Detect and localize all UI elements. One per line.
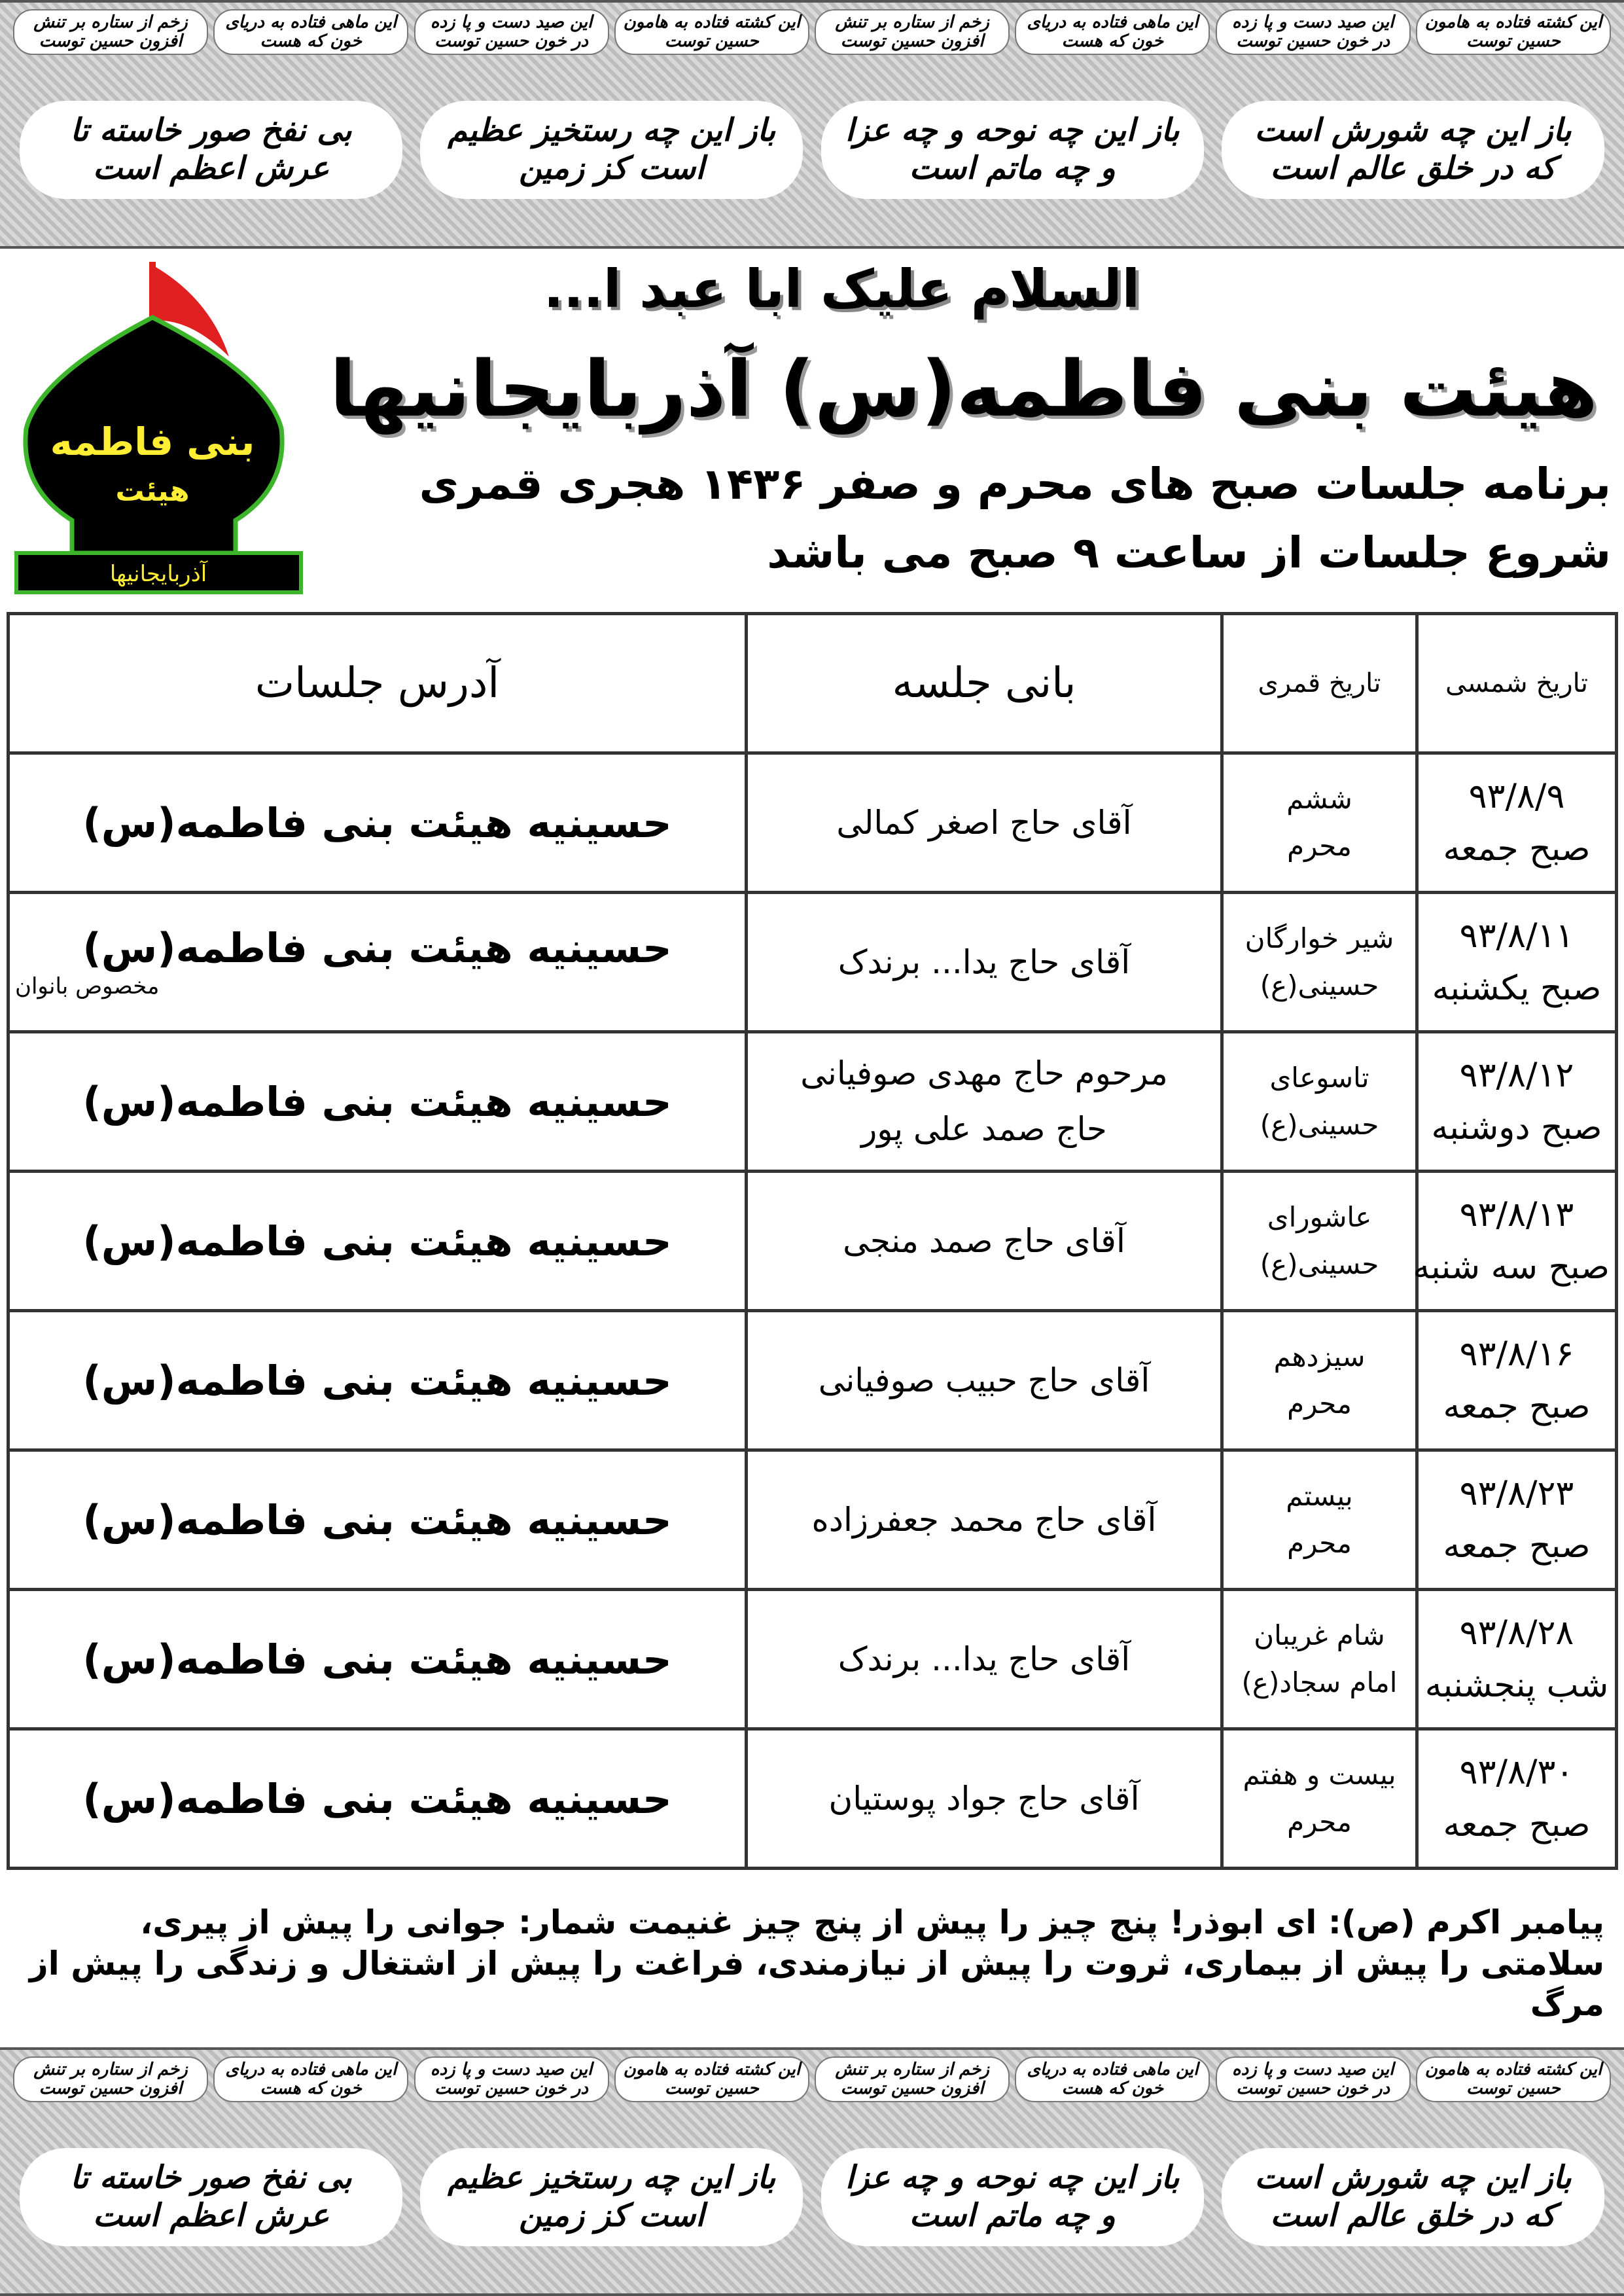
table-row: [9, 1729, 1617, 1869]
address: حسینیه هیئت بنی فاطمه(س): [82, 798, 672, 847]
header-address: آدرس جلسات: [9, 614, 747, 753]
address: حسینیه هیئت بنی فاطمه(س): [82, 1774, 672, 1823]
border-verse-small: این ماهی فتاده به دریای خون که هست: [213, 9, 408, 55]
weekday: صبح یکشنبه: [1432, 969, 1602, 1008]
small-verse-row: [13, 9, 1611, 55]
lunar-date-cell: [1222, 1172, 1417, 1311]
sponsor-name: آقای حاج اصغر کمالی: [836, 803, 1132, 842]
solar-date: ۹۳/۸/۳۰: [1459, 1753, 1574, 1792]
solar-date: ۹۳/۸/۱۲: [1459, 1056, 1574, 1095]
solar-date-cell: [1417, 1032, 1617, 1172]
lunar-line-1: سیزدهم: [1273, 1340, 1366, 1372]
lunar-date-cell: [1222, 753, 1417, 893]
sponsor-name: مرحوم حاج مهدی صوفیانی: [800, 1054, 1168, 1092]
lunar-date-cell: [1222, 1311, 1417, 1450]
hadith-line-1: پیامبر اکرم (ص): ای ابوذر! پنج چیز را پیش از پنج چیز غنیمت شمار: جوانی را پیش از پیری،: [140, 1903, 1604, 1942]
sponsor-cell: [747, 1172, 1222, 1311]
address: حسینیه هیئت بنی فاطمه(س): [82, 924, 672, 972]
solar-date-cell: [1417, 1729, 1617, 1869]
border-verse-large: باز این چه نوحه و چه عزا و چه ماتم است: [821, 2148, 1204, 2246]
weekday: صبح سه شنبه: [1413, 1247, 1610, 1287]
sponsor-cell: [747, 1729, 1222, 1869]
lunar-line-2: محرم: [1287, 1527, 1352, 1559]
lunar-line-1: ششم: [1286, 783, 1352, 815]
sponsor-name-2: حاج صمد علی پور: [861, 1110, 1107, 1148]
sponsor-name: آقای حاج جواد پوستیان: [828, 1779, 1140, 1818]
header-sponsor: بانی جلسه: [747, 614, 1222, 753]
solar-date-cell: [1417, 1311, 1617, 1450]
header-solar-date: تاریخ شمسی: [1417, 614, 1617, 753]
weekday: صبح جمعه: [1443, 1526, 1591, 1566]
address: حسینیه هیئت بنی فاطمه(س): [82, 1077, 672, 1126]
lunar-date-cell: [1222, 893, 1417, 1032]
page-title: هیئت بنی فاطمه(س) آذربایجانیها: [329, 344, 1598, 434]
lunar-line-1: شیر خوارگان: [1244, 922, 1394, 954]
address-cell: [9, 1311, 747, 1450]
lunar-line-2: محرم: [1287, 1388, 1352, 1420]
table-row: [9, 1590, 1617, 1729]
weekday: صبح جمعه: [1443, 829, 1591, 869]
lunar-line-1: بیست و هفتم: [1243, 1759, 1396, 1791]
lunar-line-2: حسینی(ع): [1260, 1248, 1379, 1280]
sponsor-name: آقای حاج صمد منجی: [843, 1221, 1125, 1260]
weekday: شب پنجشنبه: [1424, 1666, 1609, 1705]
sponsor-name: آقای حاج حبیب صوفیانی: [818, 1361, 1150, 1399]
lunar-date-cell: [1222, 1032, 1417, 1172]
border-verse-small: این کشته فتاده به هامون حسین توست: [614, 2056, 809, 2102]
table-row: [9, 1032, 1617, 1172]
table-row: [9, 753, 1617, 893]
address-cell: [9, 1172, 747, 1311]
solar-date: ۹۳/۸/۲۳: [1459, 1474, 1574, 1513]
address-cell: [9, 1450, 747, 1590]
weekday: صبح دوشنبه: [1431, 1108, 1602, 1147]
header-lunar-date: تاریخ قمری: [1222, 614, 1417, 753]
solar-date: ۹۳/۸/۱۳: [1459, 1195, 1574, 1234]
border-verse-small: زخم از ستاره بر تنش افزون حسین توست: [815, 9, 1010, 55]
weekday: صبح جمعه: [1443, 1387, 1591, 1426]
schedule-table: [7, 612, 1618, 1870]
small-verse-row: [13, 2056, 1611, 2102]
address: حسینیه هیئت بنی فاطمه(س): [82, 1496, 672, 1544]
address-cell: [9, 1590, 747, 1729]
lunar-line-2: حسینی(ع): [1260, 969, 1379, 1001]
solar-date: ۹۳/۸/۱۶: [1459, 1335, 1574, 1374]
table-header-row: [9, 614, 1617, 753]
start-time-notice: شروع جلسات از ساعت ۹ صبح می باشد: [767, 528, 1611, 578]
heyat-logo: [13, 259, 304, 596]
address-note: مخصوص بانوان: [15, 973, 160, 999]
logo-caption: آذربایجانیها: [109, 561, 207, 587]
sponsor-cell: [747, 1590, 1222, 1729]
bottom-decorative-border: [0, 2047, 1624, 2296]
border-verse-small: زخم از ستاره بر تنش افزون حسین توست: [13, 9, 208, 55]
border-verse-large: بی نفخ صور خاسته تا عرش اعظم است: [20, 2148, 402, 2246]
program-subtitle: برنامه جلسات صبح های محرم و صفر ۱۴۳۶ هجری قمری: [419, 459, 1611, 509]
lunar-line-2: حسینی(ع): [1260, 1109, 1379, 1141]
border-verse-large: باز این چه رستخیز عظیم است کز زمین: [420, 101, 803, 199]
border-verse-small: این صید دست و پا زده در خون حسین توست: [1216, 9, 1411, 55]
solar-date-cell: [1417, 1450, 1617, 1590]
big-verse-row: [20, 2148, 1604, 2246]
salutation: السلام علیک ابا عبد ا...: [543, 259, 1140, 319]
sponsor-name: آقای حاج یدا... برندک: [838, 1640, 1131, 1678]
border-verse-small: این کشته فتاده به هامون حسین توست: [614, 9, 809, 55]
address-cell: [9, 1032, 747, 1172]
svg-text:هیئت: هیئت: [115, 475, 190, 508]
border-verse-large: باز این چه شورش است که در خلق عالم است: [1222, 2148, 1604, 2246]
hadith-line-2: سلامتی را پیش از بیماری، ثروت را پیش از نیازمندی، فراغت را پیش از اشتغال و زندگی را پیش از مرگ: [29, 1944, 1604, 2024]
lunar-line-1: شام غریبان: [1254, 1619, 1385, 1651]
solar-date-cell: [1417, 753, 1617, 893]
address-cell: [9, 1729, 747, 1869]
border-verse-large: باز این چه شورش است که در خلق عالم است: [1222, 101, 1604, 199]
sponsor-cell: [747, 1450, 1222, 1590]
solar-date-cell: [1413, 1172, 1617, 1311]
lunar-line-1: بیستم: [1286, 1480, 1353, 1512]
border-verse-small: این ماهی فتاده به دریای خون که هست: [1015, 9, 1210, 55]
lunar-date-cell: [1222, 1590, 1417, 1729]
border-verse-large: باز این چه رستخیز عظیم است کز زمین: [420, 2148, 803, 2246]
table-row: [9, 1311, 1617, 1450]
logo-text: بنی فاطمه: [50, 420, 255, 464]
sponsor-cell: [747, 1032, 1222, 1172]
sponsor-cell: [747, 1311, 1222, 1450]
solar-date: ۹۳/۸/۲۸: [1459, 1613, 1574, 1653]
table-row: [9, 893, 1617, 1032]
border-verse-small: این کشته فتاده به هامون حسین توست: [1416, 2056, 1611, 2102]
lunar-date-cell: [1222, 1450, 1417, 1590]
border-verse-small: زخم از ستاره بر تنش افزون حسین توست: [13, 2056, 208, 2102]
weekday: صبح جمعه: [1443, 1805, 1591, 1844]
lunar-line-2: امام سجاد(ع): [1241, 1666, 1398, 1698]
hadith-block: [20, 1885, 1604, 2042]
border-verse-small: این صید دست و پا زده در خون حسین توست: [414, 2056, 609, 2102]
border-verse-small: این صید دست و پا زده در خون حسین توست: [1216, 2056, 1411, 2102]
lunar-line-2: محرم: [1287, 830, 1352, 862]
border-verse-small: این ماهی فتاده به دریای خون که هست: [213, 2056, 408, 2102]
border-verse-small: این ماهی فتاده به دریای خون که هست: [1015, 2056, 1210, 2102]
sponsor-name: آقای حاج یدا... برندک: [838, 942, 1131, 981]
address: حسینیه هیئت بنی فاطمه(س): [82, 1356, 672, 1405]
border-verse-small: این کشته فتاده به هامون حسین توست: [1416, 9, 1611, 55]
table-row: [9, 1172, 1617, 1311]
lunar-line-2: محرم: [1287, 1806, 1352, 1838]
address: حسینیه هیئت بنی فاطمه(س): [82, 1217, 672, 1265]
lunar-line-1: تاسوعای: [1269, 1062, 1369, 1094]
solar-date: ۹۳/۸/۱۱: [1459, 916, 1574, 956]
table-row: [9, 1450, 1617, 1590]
sponsor-cell: [747, 893, 1222, 1032]
solar-date-cell: [1417, 1590, 1617, 1729]
sponsor-cell: [747, 753, 1222, 893]
sponsor-name: آقای حاج محمد جعفرزاده: [811, 1500, 1157, 1539]
top-decorative-border: [0, 0, 1624, 249]
big-verse-row: [20, 101, 1604, 199]
address: حسینیه هیئت بنی فاطمه(س): [82, 1635, 672, 1683]
solar-date: ۹۳/۸/۹: [1468, 777, 1565, 816]
address-cell: [9, 753, 747, 893]
border-verse-large: باز این چه نوحه و چه عزا و چه ماتم است: [821, 101, 1204, 199]
lunar-date-cell: [1222, 1729, 1417, 1869]
lunar-line-1: عاشورای: [1267, 1201, 1372, 1233]
border-verse-small: زخم از ستاره بر تنش افزون حسین توست: [815, 2056, 1010, 2102]
solar-date-cell: [1417, 893, 1617, 1032]
border-verse-small: این صید دست و پا زده در خون حسین توست: [414, 9, 609, 55]
address-cell: [9, 893, 747, 1032]
border-verse-large: بی نفخ صور خاسته تا عرش اعظم است: [20, 101, 402, 199]
